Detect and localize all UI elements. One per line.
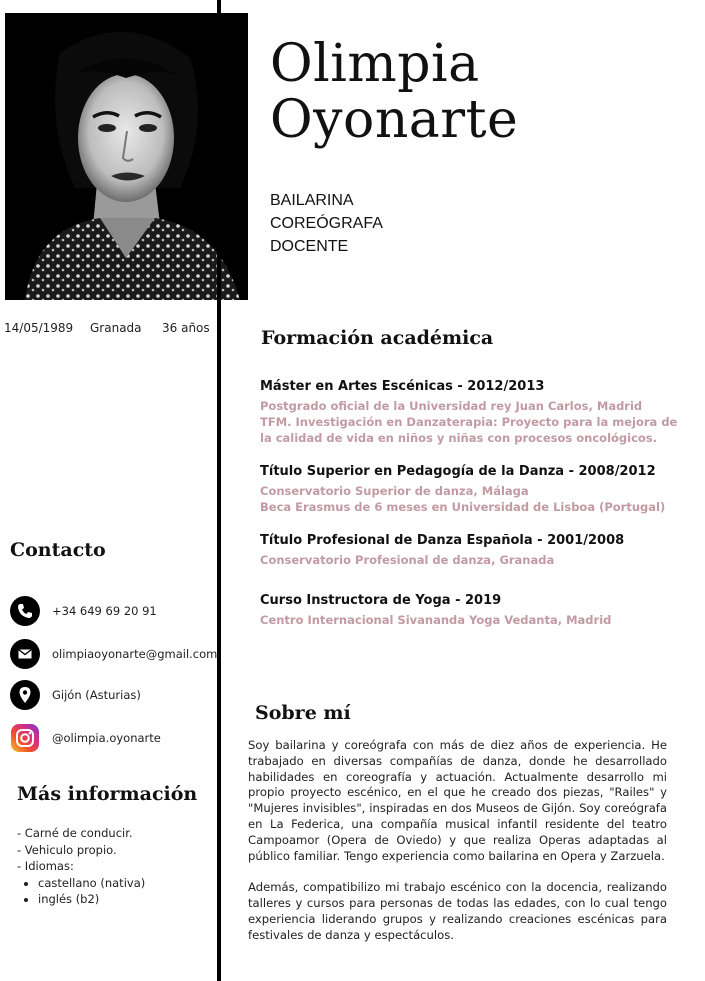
- about-paragraph: Soy bailarina y coreógrafa con más de diez años de experiencia. He trabajado en diversas compañías de danza, donde he desarrollado habilidades en coreografía y actuación. Actualmente desarrollo mi propio proyecto escénico, en el que he creado dos piezas, "Railes" y "Mujeres invisibles", inspiradas en dos Museos de Gijón. Soy coreógrafa en La Federica, una compañía musical infantil residente del teatro Campoamor (Opera de Oviedo) y que realiza Operas adaptadas al público familiar. Tengo experiencia como bailarina en Opera y Zarzuela.: [248, 738, 667, 863]
- more-info-heading: Más información: [17, 783, 198, 805]
- more-info-list: [17, 825, 145, 908]
- phone-number[interactable]: +34 649 69 20 91: [52, 604, 157, 618]
- education-item-title: Título Superior en Pedagogía de la Danza - 2008/2012: [260, 464, 656, 479]
- education-item: [260, 464, 690, 515]
- education-item: [260, 533, 690, 568]
- instagram-handle[interactable]: @olimpia.oyonarte: [52, 731, 161, 745]
- role-item: DOCENTE: [270, 238, 349, 255]
- location-pin-icon: [10, 680, 40, 710]
- education-item-detail: Beca Erasmus de 6 meses en Universidad de Lisboa (Portugal): [260, 500, 666, 514]
- education-item-detail: Conservatorio Superior de danza, Málaga: [260, 484, 529, 498]
- education-item-detail: Conservatorio Profesional de danza, Granada: [260, 553, 555, 567]
- education-heading: Formación académica: [261, 327, 494, 349]
- education-item-detail: Postgrado oficial de la Universidad rey Juan Carlos, Madrid: [260, 399, 643, 413]
- vertical-divider: [217, 0, 221, 981]
- more-info-item: - Carné de conducir.: [17, 826, 133, 840]
- language-item: • castellano (nativa): [38, 875, 145, 892]
- about-heading: Sobre mí: [255, 702, 351, 724]
- about-text: [248, 738, 667, 960]
- city: Granada: [90, 321, 142, 335]
- languages-list: [17, 875, 145, 908]
- role-item: BAILARINA: [270, 192, 354, 209]
- role-item: COREÓGRAFA: [270, 215, 383, 232]
- language-item: • inglés (b2): [38, 891, 145, 908]
- first-name: Olimpia: [270, 34, 480, 94]
- education-item-detail: TFM. Investigación en Danzaterapia: Proyecto para la mejora de la calidad de vida en niños y niñas con procesos oncológicos.: [260, 415, 678, 445]
- education-item-detail: Centro Internacional Sivananda Yoga Vedanta, Madrid: [260, 613, 612, 627]
- instagram-icon: [11, 724, 39, 752]
- education-item-title: Título Profesional de Danza Española - 2001/2008: [260, 533, 625, 548]
- roles-list: [270, 189, 383, 258]
- profile-photo: [5, 13, 248, 300]
- phone-icon: [10, 596, 40, 626]
- more-info-item: - Vehiculo propio.: [17, 842, 117, 857]
- last-name: Oyonarte: [270, 90, 519, 150]
- location-text: Gijón (Asturias): [52, 688, 141, 702]
- mail-icon: [10, 639, 40, 669]
- full-name: [270, 36, 518, 148]
- about-paragraph: Además, compatibilizo mi trabajo escénico con la docencia, realizando talleres y cursos para personas de todas las edades, con lo cual tengo experiencia liderando grupos y realizando creaciones escénicas para festivales de danza y espectáculos.: [248, 880, 667, 942]
- education-item-title: Curso Instructora de Yoga - 2019: [260, 593, 502, 608]
- education-item-title: Máster en Artes Escénicas - 2012/2013: [260, 379, 545, 394]
- birth-date: 14/05/1989: [4, 321, 74, 335]
- age: 36 años: [162, 321, 210, 335]
- more-info-item: - Idiomas:: [17, 859, 74, 873]
- education-item: [260, 379, 690, 446]
- education-item: [260, 593, 690, 628]
- email-address[interactable]: olimpiaoyonarte@gmail.com: [52, 647, 218, 661]
- contact-heading: Contacto: [10, 539, 106, 561]
